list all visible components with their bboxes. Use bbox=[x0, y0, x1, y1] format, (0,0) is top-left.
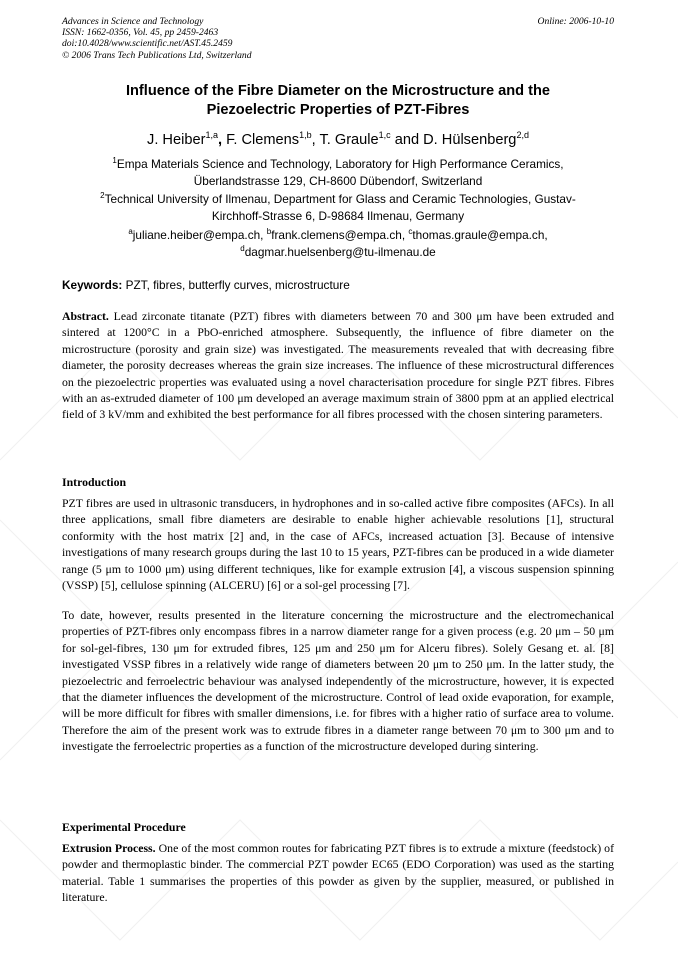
intro-paragraph-1: PZT fibres are used in ultrasonic transducers, in hydrophones and in so-called active fibre composites (AFCs). In all three applications, small fibre diameters are desirable to enable higher achievable resolutions [1], structural conformity with the host matrix [2] and, in the case of AFCs, increased actuation [3]. Because of intensive investigations of many research groups during the last 10 to 15 years, PZT-fibres can be produced in a wide diameter range (5 μm to 1000 μm) using different techniques, like for example extrusion [4], a viscous suspension spinning (VSSP) [5], cellulose spinning (ALCERU) [6] or a sol-gel processing [7]. bbox=[62, 496, 614, 593]
abstract-text: Lead zirconate titanate (PZT) fibres with diameters between 70 and 300 μm have been extruded and sintered at 1200°C in a PbO-enriched atmosphere. Subsequently, the influence of fibre diameter on the microstructure (porosity and grain size) was investigated. The measurements revealed that with decreasing fibre diameter, the porosity decreases whereas the grain size increases. The influence of these microstructural differences on the piezoelectric properties was evaluated using a novel characterisation procedure for single PZT fibres. Fibres with an as-extruded diameter of 100 μm developed an average maximum strain of 3800 ppm at an applied electrical field of 3 kV/mm and exhibited the best performance for all fibres processed with the chosen sintering parameters. bbox=[62, 309, 614, 422]
affiliation-1 bbox=[62, 156, 614, 189]
experimental-text: One of the most common routes for fabricating PZT fibres is to extrude a mixture (feedstock) of powder and thermoplastic binder. The commercial PZT powder EC65 (EDO Corporation) was used as the starting material. Table 1 summarises the properties of this powder as given by the supplier, measured, or published in literature. bbox=[62, 841, 615, 905]
journal-name: Advances in Science and Technology bbox=[62, 16, 204, 27]
author-separator: , bbox=[311, 132, 320, 148]
author-name: F. Clemens bbox=[226, 132, 300, 148]
author-affiliation-sup: 2,d bbox=[516, 130, 529, 140]
affiliation-2 bbox=[62, 191, 614, 224]
author-separator: , bbox=[217, 132, 227, 148]
email-sup: c bbox=[408, 227, 413, 236]
affiliation-number: 2 bbox=[100, 191, 105, 200]
subsection-lead: Extrusion Process. bbox=[62, 841, 156, 855]
title-line-1: Influence of the Fibre Diameter on the Microstructure and the bbox=[125, 83, 551, 99]
online-date: Online: 2006-10-10 bbox=[537, 16, 614, 27]
author-list bbox=[62, 131, 614, 149]
affiliation-text: Überlandstrasse 129, CH-8600 Dübendorf, Switzerland bbox=[193, 173, 483, 188]
affiliation-text: Technical University of Ilmenau, Department for Glass and Ceramic Technologies, Gustav- bbox=[104, 192, 576, 206]
paper-title bbox=[62, 82, 614, 120]
title-line-2: Piezoelectric Properties of PZT-Fibres bbox=[206, 102, 470, 118]
email-sup: d bbox=[240, 243, 245, 253]
author-affiliation-sup: 1,a bbox=[205, 130, 218, 140]
copyright-line: © 2006 Trans Tech Publications Ltd, Switzerland bbox=[62, 49, 252, 61]
experimental-paragraph bbox=[62, 840, 614, 906]
author-name: J. Heiber bbox=[147, 132, 206, 148]
intro-paragraph-2: To date, however, results presented in the literature concerning the microstructure and the electromechanical properties of PZT-fibres only encompass fibres in a narrow diameter range for a given process (e.g. 20 μm – 50 μm for sol-gel-fibres, 130 μm for extruded fibres, 125 μm and 250 μm for Alceru fibres). Solely Gesang et. al. [8] investigated VSSP fibres in a relatively wide range of diameters between 20 μm to 250 μm. In the latter study, the piezoelectric and ferroelectric behaviour was analysed independently of the microstructure, however, it is expected that the diameter influences the development of the microstructure. Control of lead oxide evaporation, for example, will be more difficult for fibres with smaller dimensions, i.e. for fibres with a higher ratio of surface area to volume. Therefore the aim of the present work was to extrude fibres in a diameter range between 70 μm to 300 μm and to investigate the ferroelectric properties as a function of the microstructure developed during sintering. bbox=[62, 608, 614, 754]
email-link[interactable]: juliane.heiber@empa.ch bbox=[132, 228, 261, 242]
section-heading-introduction: Introduction bbox=[62, 475, 127, 489]
author-separator: and bbox=[390, 132, 424, 148]
journal-header bbox=[62, 16, 402, 61]
keywords-label: Keywords: bbox=[62, 278, 123, 292]
section-heading-experimental: Experimental Procedure bbox=[62, 820, 186, 834]
email-sup: b bbox=[266, 227, 272, 236]
abstract bbox=[62, 308, 614, 423]
affiliation-text: Kirchhoff-Strasse 6, D-98684 Ilmenau, Germany bbox=[211, 208, 465, 223]
keywords-text: PZT, fibres, butterfly curves, microstructure bbox=[122, 278, 350, 292]
email-list: $^a$juliane.heiber@empa.ch, $^b$frank.clemens@empa.ch, $^c$thomas.graule@empa.ch, $^d$dagmar.huelsenberg@tu-ilmenau.de bbox=[128, 227, 548, 259]
abstract-label: Abstract. bbox=[62, 309, 109, 323]
author-affiliation-sup: 1,c bbox=[378, 130, 391, 140]
affiliation-text: Empa Materials Science and Technology, Laboratory for High Performance Ceramics, bbox=[116, 157, 564, 171]
email-link[interactable]: thomas.graule@empa.ch bbox=[412, 228, 545, 242]
author-name: D. Hülsenberg bbox=[423, 132, 517, 148]
author-affiliation-sup: 1,b bbox=[299, 130, 312, 140]
keywords bbox=[62, 278, 614, 293]
email-link[interactable]: frank.clemens@empa.ch bbox=[271, 228, 402, 242]
doi-line: doi:10.4028/www.scientific.net/AST.45.2459 bbox=[62, 38, 233, 50]
email-link[interactable]: dagmar.huelsenberg@tu-ilmenau.de bbox=[244, 244, 436, 259]
affiliation-number: 1 bbox=[112, 156, 117, 165]
author-name: T. Graule bbox=[319, 132, 379, 148]
email-sup: a bbox=[128, 227, 133, 236]
issn-line: ISSN: 1662-0356, Vol. 45, pp 2459-2463 bbox=[62, 27, 219, 39]
